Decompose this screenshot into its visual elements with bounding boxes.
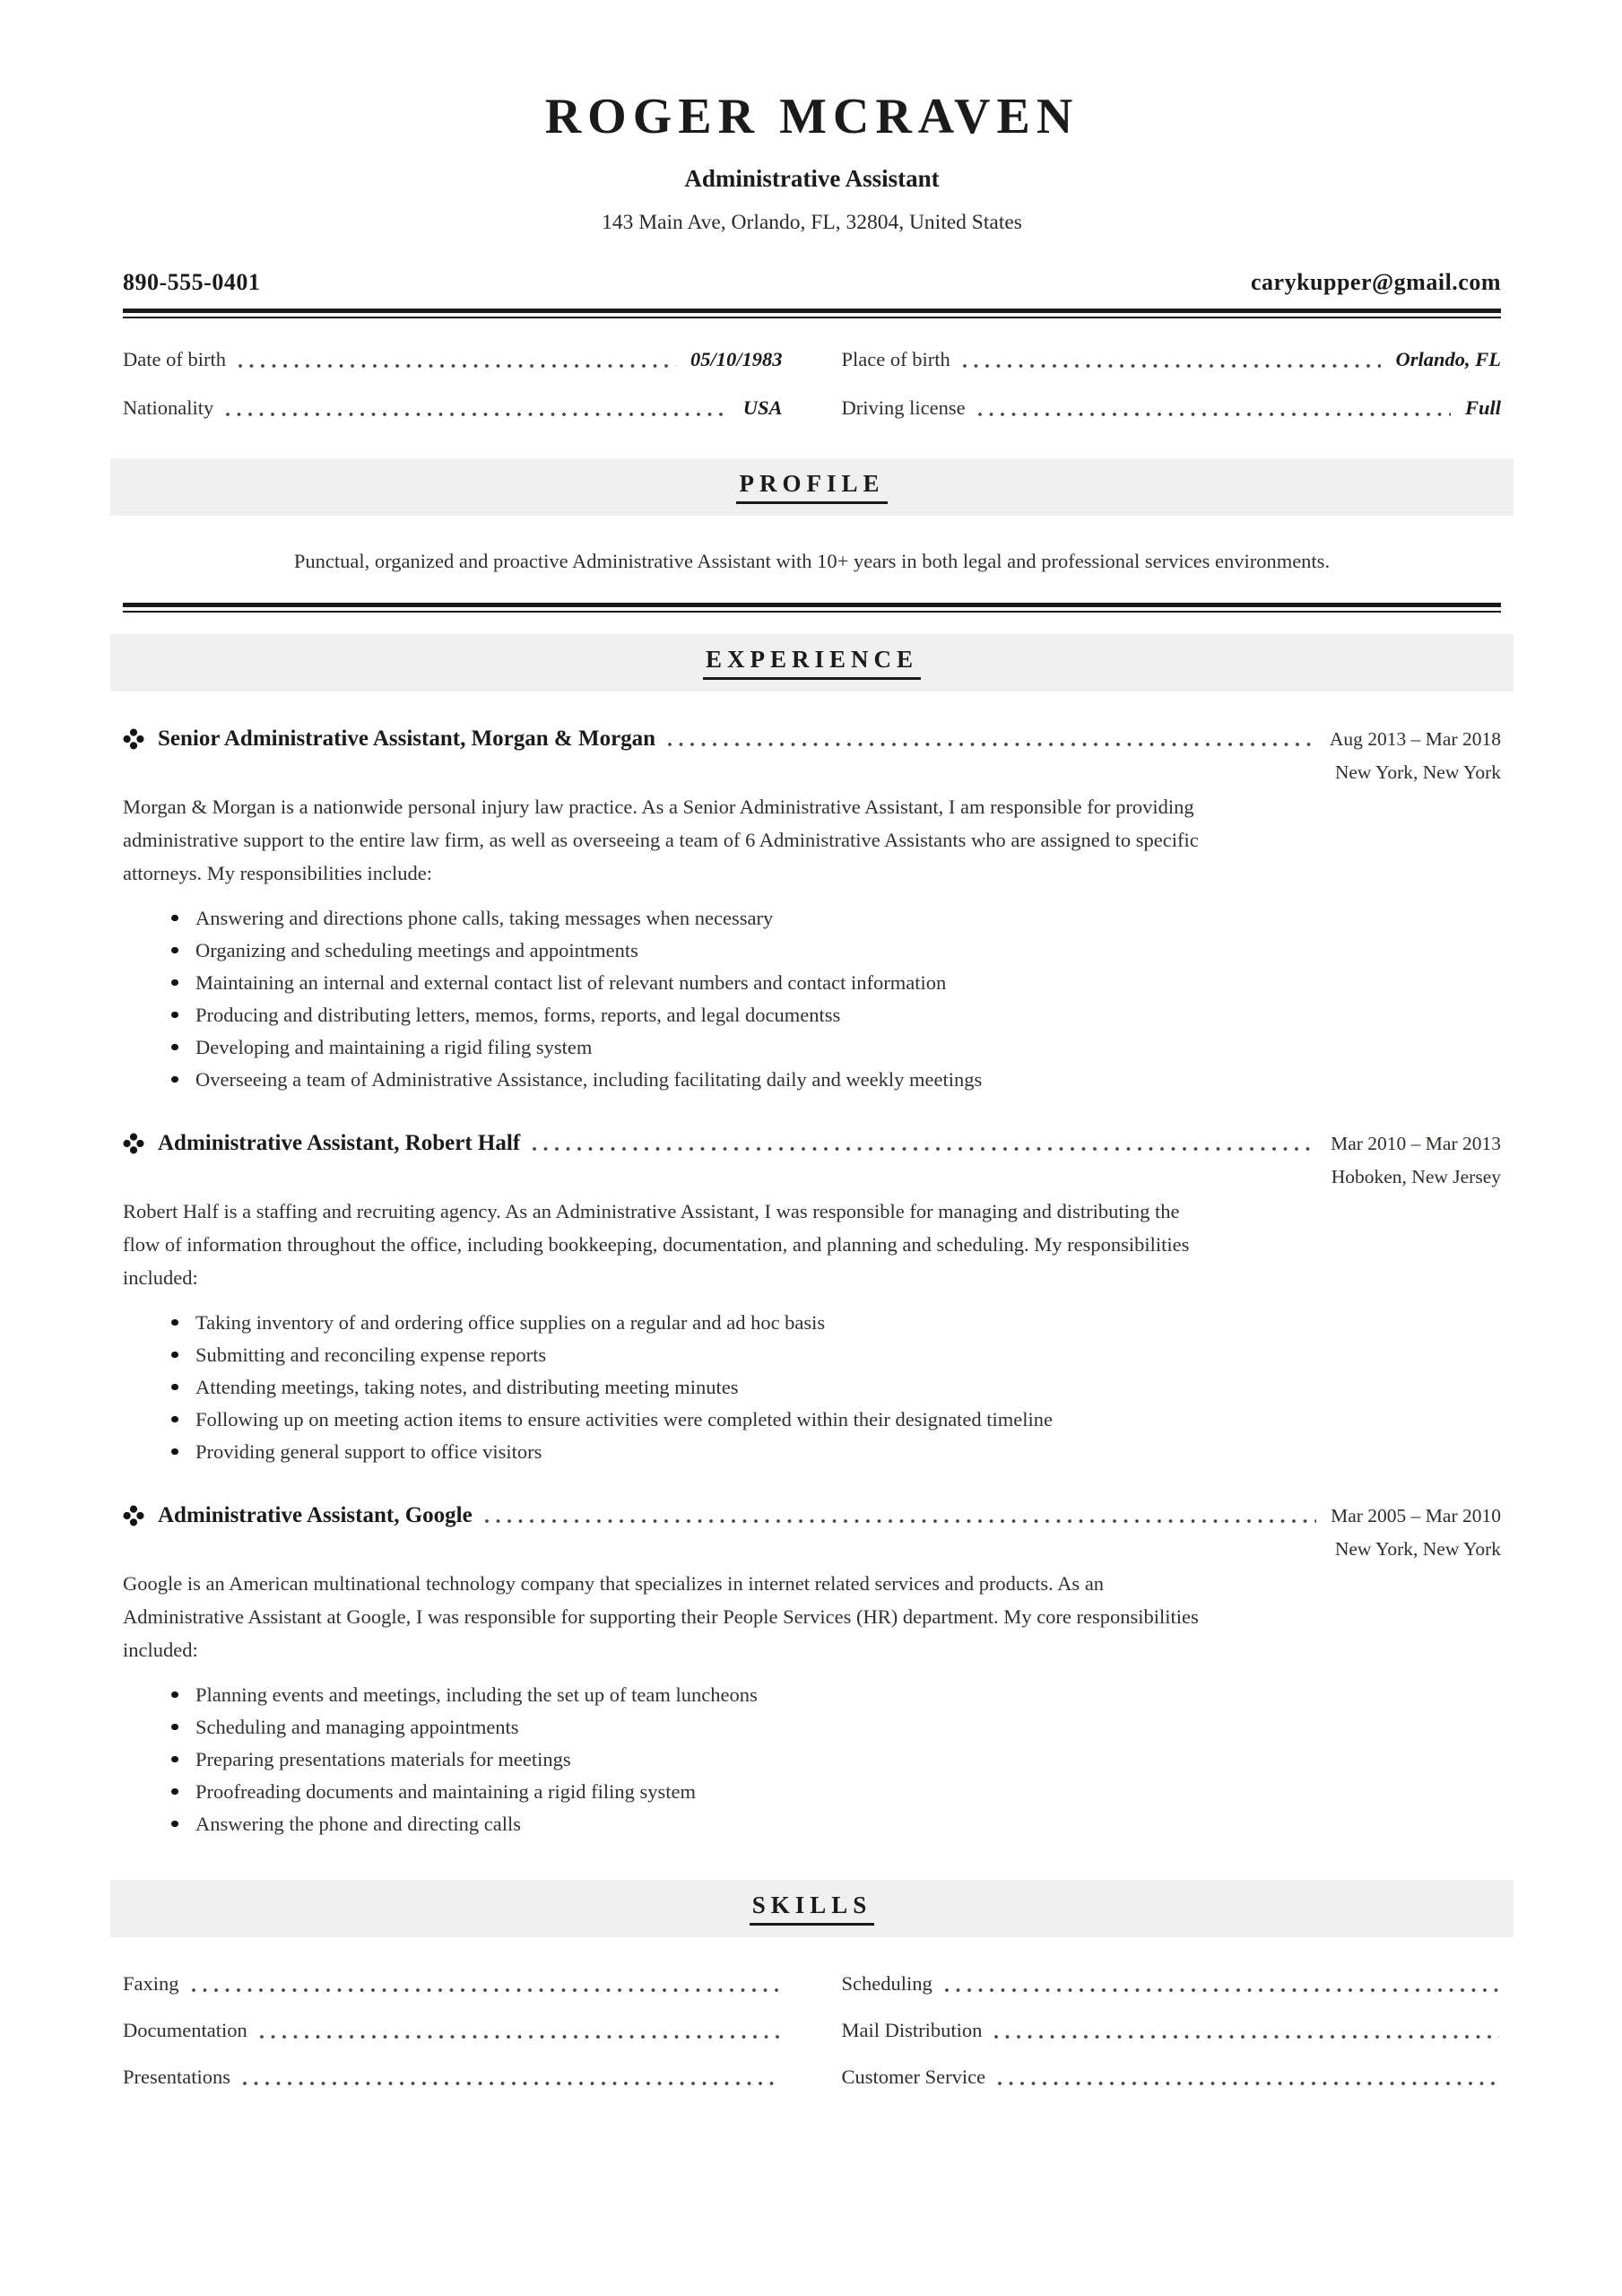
job-location: New York, New York (1334, 761, 1501, 783)
dotted-leader (978, 413, 1451, 416)
experience-entry (123, 726, 1501, 1096)
experience-entry (123, 1502, 1501, 1840)
detail-value: USA (742, 396, 783, 419)
four-dot-diamond-icon (123, 728, 144, 750)
skill-label: Faxing (123, 1971, 179, 1995)
skill-row (123, 2016, 783, 2045)
experience-section-banner (110, 634, 1514, 691)
detail-row-nationality (123, 394, 783, 422)
dotted-leader (668, 743, 1315, 746)
experience-entry (123, 1130, 1501, 1468)
divider-rule (123, 603, 1501, 613)
skill-row (842, 2016, 1502, 2045)
job-location: New York, New York (1334, 1537, 1501, 1560)
job-bullet: Following up on meeting action items to ensure activities were completed within their designated timeline (171, 1404, 1199, 1436)
job-location: Hoboken, New Jersey (1331, 1165, 1501, 1187)
divider-rule (123, 309, 1501, 318)
job-title-company: Administrative Assistant, Robert Half (158, 1130, 521, 1155)
detail-value: 05/10/1983 (690, 347, 783, 370)
job-bullet-list (123, 1679, 1199, 1840)
job-description: Robert Half is a staffing and recruiting agency. As an Administrative Assistant, I was responsible for managing and distributing the flow of information throughout the office, including bookkeeping, documentation, and planning and scheduling. My responsibilities included: (123, 1199, 1190, 1289)
personal-details (123, 345, 1501, 422)
experience-section-title: EXPERIENCE (703, 645, 921, 681)
contact-row (123, 269, 1501, 296)
job-bullet-list (123, 1307, 1199, 1468)
dotted-leader (226, 413, 728, 416)
dotted-leader (243, 2082, 781, 2085)
job-bullet: Maintaining an internal and external contact list of relevant numbers and contact information (171, 967, 1199, 999)
four-dot-diamond-icon (123, 1505, 144, 1526)
dotted-leader (260, 2035, 781, 2039)
profile-section-banner (110, 458, 1514, 516)
job-bullet: Producing and distributing letters, memos, forms, reports, and legal documentss (171, 999, 1199, 1031)
four-dot-diamond-icon (123, 1133, 144, 1154)
job-bullet: Planning events and meetings, including the set up of team luncheons (171, 1679, 1199, 1711)
person-job-title: Administrative Assistant (684, 164, 940, 192)
address-line: 143 Main Ave, Orlando, FL, 32804, United States (602, 210, 1022, 234)
skill-row (842, 1970, 1502, 1998)
job-bullet: Organizing and scheduling meetings and appointments (171, 935, 1199, 967)
detail-row-driving-license (842, 394, 1502, 422)
job-description: Google is an American multinational technology company that specializes in internet related services and products. As an Administrative Assistant at Google, I was responsible for supporting their People Services (HR) department. My core responsibilities included: (123, 1571, 1199, 1661)
job-bullet: Answering the phone and directing calls (171, 1808, 1199, 1840)
skill-label: Presentations (123, 2065, 230, 2088)
job-date-range: Mar 2005 – Mar 2010 (1331, 1504, 1501, 1526)
skill-label: Scheduling (841, 1971, 932, 1995)
email-address: carykupper@gmail.com (1251, 268, 1501, 295)
page-title: ROGER MCRAVEN (544, 89, 1080, 144)
job-date-range: Aug 2013 – Mar 2018 (1329, 727, 1501, 750)
skills-grid (123, 1970, 1501, 2092)
dotted-leader (963, 364, 1382, 368)
experience-entry-header (123, 1130, 1501, 1157)
skill-row (842, 2063, 1502, 2092)
job-description: Morgan & Morgan is a nationwide personal injury law practice. As a Senior Administrative Assistant, I am responsible for providing administrative support to the entire law firm, as well as overseeing a team of 6 Administrative Assistants who are assigned to specific attorneys. My responsibilities include: (123, 795, 1199, 884)
skill-row (123, 2063, 783, 2092)
profile-summary: Punctual, organized and proactive Administrative Assistant with 10+ years in both legal and professional services environments. (293, 549, 1331, 572)
dotted-leader (239, 364, 676, 368)
skill-label: Documentation (123, 2018, 247, 2041)
skill-row (123, 1970, 783, 1998)
skills-section-banner (110, 1880, 1514, 1937)
dotted-leader (998, 2082, 1499, 2085)
detail-label: Nationality (123, 396, 214, 419)
skill-label: Mail Distribution (841, 2018, 983, 2041)
job-bullet: Developing and maintaining a rigid filing system (171, 1031, 1199, 1064)
job-bullet: Submitting and reconciling expense reports (171, 1339, 1199, 1371)
job-bullet: Attending meetings, taking notes, and distributing meeting minutes (171, 1371, 1199, 1404)
job-bullet: Preparing presentations materials for meetings (171, 1744, 1199, 1776)
job-title-company: Administrative Assistant, Google (158, 1502, 473, 1527)
job-bullet: Taking inventory of and ordering office supplies on a regular and ad hoc basis (171, 1307, 1199, 1339)
detail-row-date-of-birth (123, 345, 783, 374)
job-bullet: Answering and directions phone calls, taking messages when necessary (171, 902, 1199, 935)
profile-section-title: PROFILE (736, 469, 887, 505)
job-bullet-list (123, 902, 1199, 1096)
skill-label: Customer Service (841, 2065, 986, 2088)
dotted-leader (994, 2035, 1499, 2039)
experience-entry-header (123, 726, 1501, 752)
detail-value: Orlando, FL (1395, 347, 1501, 370)
dotted-leader (945, 1988, 1499, 1992)
experience-entry-header (123, 1502, 1501, 1529)
job-title-company: Senior Administrative Assistant, Morgan & Morgan (158, 726, 656, 751)
skills-section-title: SKILLS (750, 1891, 875, 1926)
job-date-range: Mar 2010 – Mar 2013 (1331, 1132, 1501, 1154)
job-bullet: Scheduling and managing appointments (171, 1711, 1199, 1744)
detail-label: Date of birth (123, 347, 226, 370)
job-bullet: Proofreading documents and maintaining a rigid filing system (171, 1776, 1199, 1808)
dotted-leader (192, 1988, 781, 1992)
job-bullet: Providing general support to office visitors (171, 1436, 1199, 1468)
dotted-leader (485, 1519, 1316, 1523)
dotted-leader (533, 1147, 1316, 1151)
job-bullet: Overseeing a team of Administrative Assistance, including facilitating daily and weekly meetings (171, 1064, 1199, 1096)
detail-label: Place of birth (841, 347, 950, 370)
detail-value: Full (1464, 396, 1501, 419)
detail-row-place-of-birth (842, 345, 1502, 374)
phone-number: 890-555-0401 (123, 268, 261, 295)
detail-label: Driving license (841, 396, 966, 419)
